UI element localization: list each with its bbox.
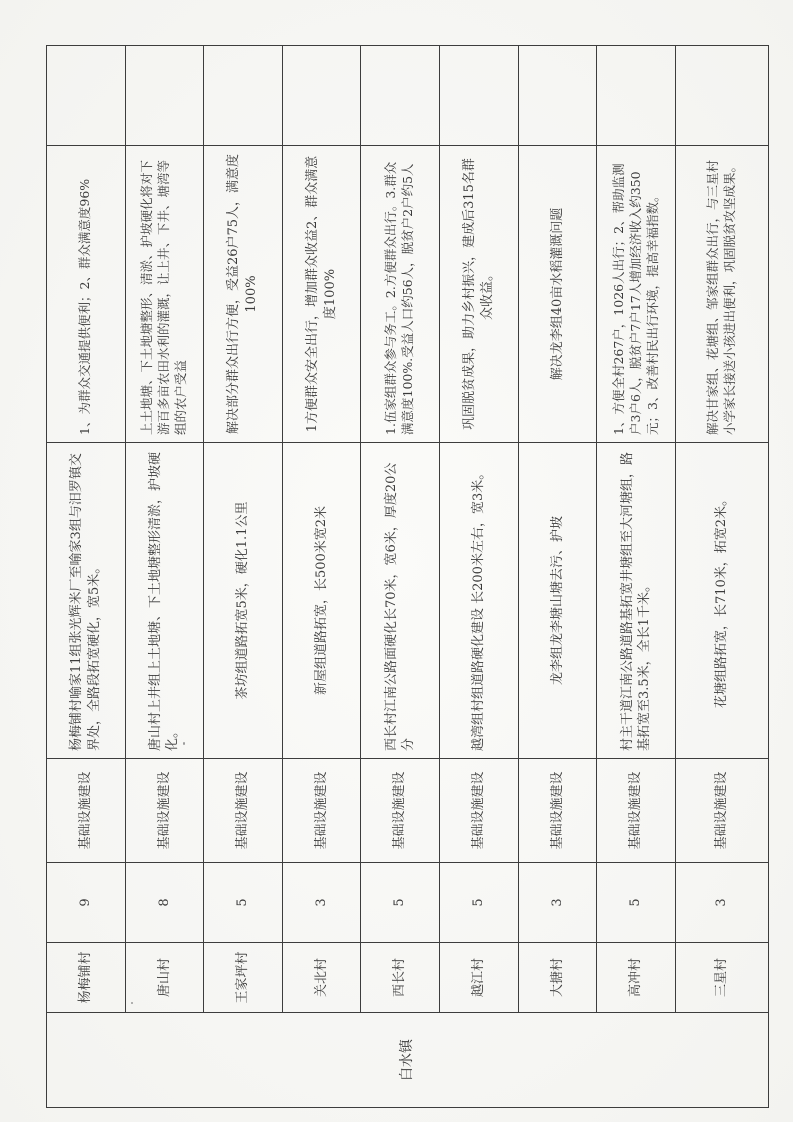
remark-cell [440, 46, 519, 146]
type-cell: 基础设施建设 [204, 759, 283, 863]
village-cell: 高冲村 [597, 943, 676, 1013]
benefit-cell: 解决龙李组40亩水稻灌溉问题 [518, 146, 597, 443]
benefit-cell: 1、为群众交通提供便利；2、群众满意度96% [47, 146, 126, 443]
benefit-cell: 解决部分群众出行方便，受益26户75人，满意度100% [204, 146, 283, 443]
type-cell: 基础设施建设 [47, 759, 126, 863]
village-cell: 杨梅铺村 [47, 943, 126, 1013]
village-cell: 王家坪村 [204, 943, 283, 1013]
scan-speck [183, 742, 185, 745]
remark-cell [675, 46, 768, 146]
table-row [440, 46, 519, 1108]
count-cell: 5 [597, 863, 676, 943]
remark-cell [282, 46, 361, 146]
count-cell: 3 [675, 863, 768, 943]
description-cell: 茶坊组道路拓宽5米，硬化1.1公里 [204, 443, 283, 759]
type-cell: 基础设施建设 [675, 759, 768, 863]
village-cell: 关北村 [282, 943, 361, 1013]
description-cell: 杨梅铺村喻家11组张光辉米厂至喻家3组与汨罗镇交界处，全路段拓宽硬化，宽5米。 [47, 443, 126, 759]
count-cell: 5 [440, 863, 519, 943]
table-row [125, 46, 204, 1108]
table-row [675, 46, 768, 1108]
village-cell: 三星村 [675, 943, 768, 1013]
description-cell: 新屋组道路拓宽，长500米宽2米 [282, 443, 361, 759]
table-row [518, 46, 597, 1108]
remark-cell [125, 46, 204, 146]
type-cell: 基础设施建设 [597, 759, 676, 863]
count-cell: 3 [282, 863, 361, 943]
rotated-page [46, 46, 769, 1108]
description-cell: 村主干道江南公路道路基拓宽井塘组至大河塘组，路基拓宽至3.5米，全长1千米。 [597, 443, 676, 759]
count-cell: 8 [125, 863, 204, 943]
type-cell: 基础设施建设 [518, 759, 597, 863]
benefit-cell: 1.伍家组群众参与务工。2.方便群众出行。3.群众满意度100%.受益人口约56人，脱贫户2户约5人 [361, 146, 440, 443]
type-cell: 基础设施建设 [361, 759, 440, 863]
type-cell: 基础设施建设 [440, 759, 519, 863]
table-row [282, 46, 361, 1108]
benefit-cell: 巩固脱贫成果，助力乡村振兴，建成后315名群众收益。 [440, 146, 519, 443]
description-cell: 唐山村上井组上土地塘、下土地塘整形清淤，护坡硬化。 [125, 443, 204, 759]
village-cell: 西长村 [361, 943, 440, 1013]
type-cell: 基础设施建设 [125, 759, 204, 863]
type-cell: 基础设施建设 [282, 759, 361, 863]
scan-speck [131, 1002, 133, 1004]
table-row [597, 46, 676, 1108]
table-row [204, 46, 283, 1108]
village-cell: 越江村 [440, 943, 519, 1013]
project-table [46, 45, 769, 1108]
description-cell: 龙李组龙李塘山塘去污、护坡 [518, 443, 597, 759]
benefit-cell: 上土地塘、下土地塘整形、清淤、护坡硬化将对下游百多亩农田水利的灌溉，让上井、下井、塘湾等组的农户受益 [125, 146, 204, 443]
benefit-cell: 解决甘家组、花塘组、邹家组群众出行，与三星村小学家长接送小孩进出便利，巩固脱贫攻坚成果。 [675, 146, 768, 443]
village-cell: 唐山村 [125, 943, 204, 1013]
remark-cell [361, 46, 440, 146]
table-row [47, 46, 126, 1108]
table-row [361, 46, 440, 1108]
village-cell: 大搪村 [518, 943, 597, 1013]
description-cell: 花塘组路拓宽，长710米，拓宽2米。 [675, 443, 768, 759]
remark-cell [518, 46, 597, 146]
benefit-cell: 1、方便全村267户，1026人出行；2、帮助监测户3户6人，脱贫户7户17人增加经济收入约350元；3、改善村民出行环境，提高幸福指数。 [597, 146, 676, 443]
count-cell: 3 [518, 863, 597, 943]
town-cell: 白水镇 [47, 1013, 769, 1108]
description-cell: 越湾组村组道路硬化建设 长200米左右，宽3米。 [440, 443, 519, 759]
benefit-cell: 1方便群众安全出行，增加群众收益2、群众满意度100% [282, 146, 361, 443]
count-cell: 5 [361, 863, 440, 943]
description-cell: 西长村江南公路面硬化长70米，宽6米，厚度20公分 [361, 443, 440, 759]
count-cell: 9 [47, 863, 126, 943]
remark-cell [597, 46, 676, 146]
remark-cell [47, 46, 126, 146]
remark-cell [204, 46, 283, 146]
count-cell: 5 [204, 863, 283, 943]
